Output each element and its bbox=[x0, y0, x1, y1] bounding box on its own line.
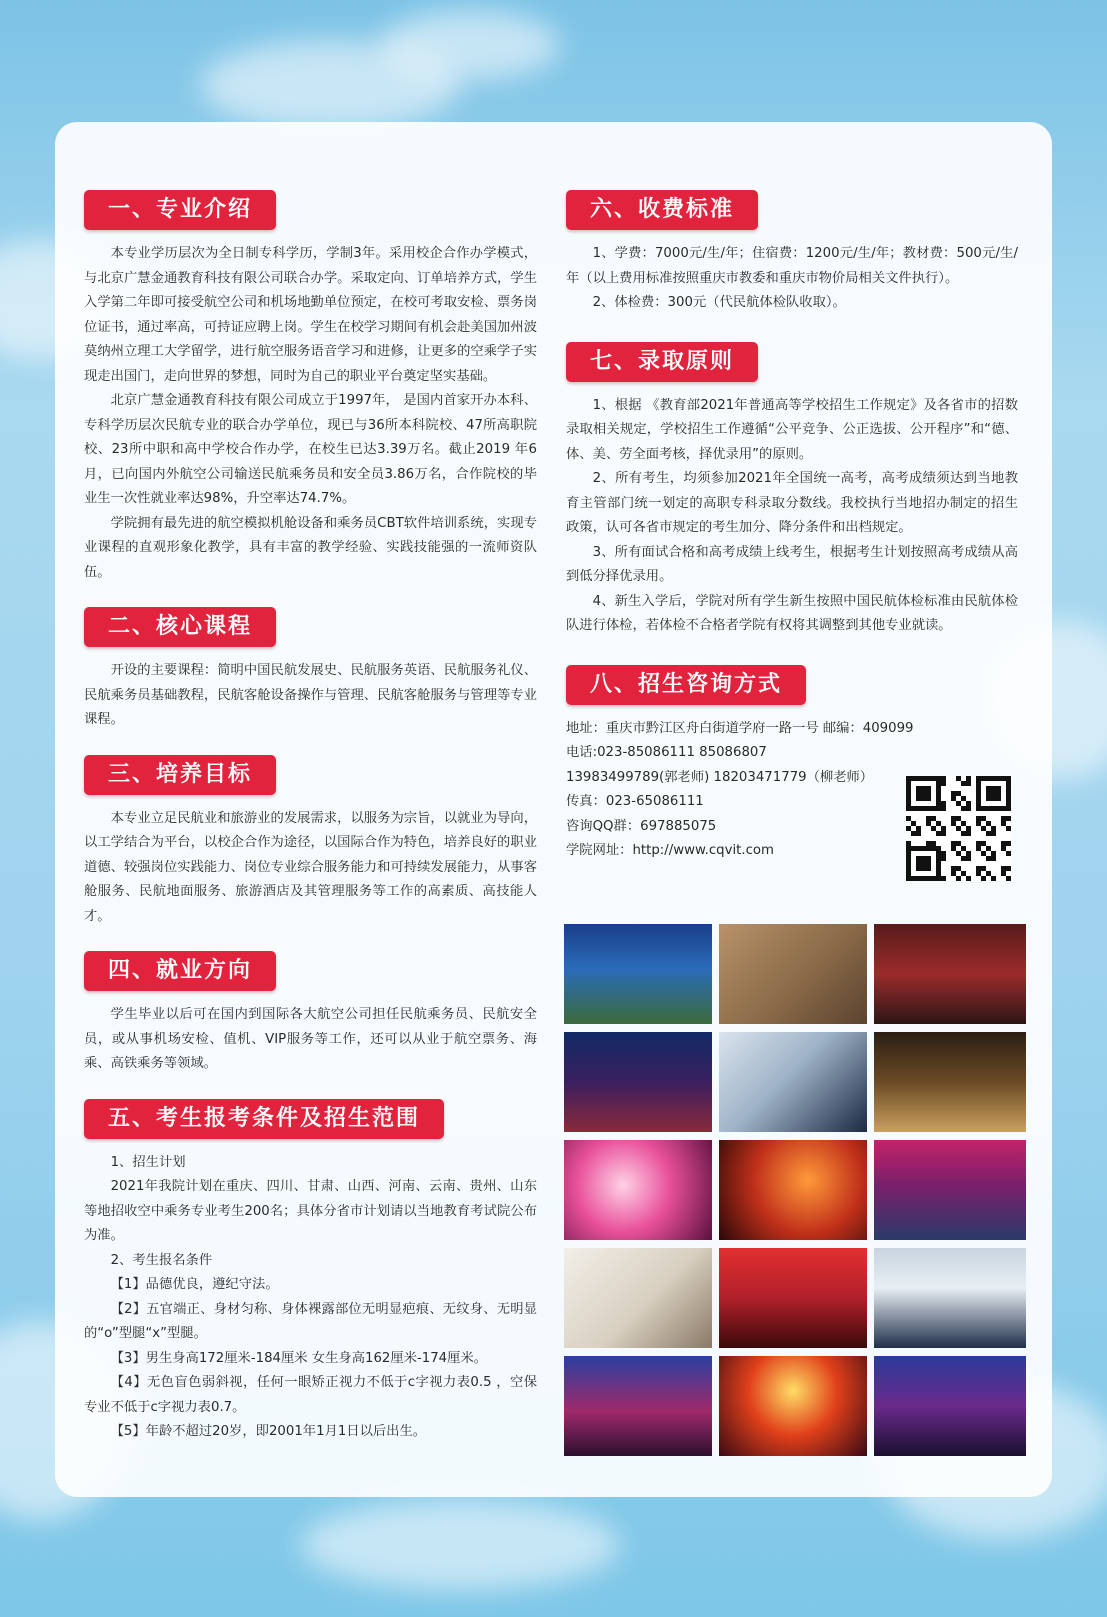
section-heading: 一、专业介绍 bbox=[84, 190, 276, 230]
photo-pink-stage bbox=[564, 1140, 712, 1240]
paragraph: 2、所有考生，均须参加2021年全国统一高考，高考成绩须达到当地教育主管部门统一划定的高职专科录取分数线。我校执行当地招办制定的招生政策，认可各省市规定的考生加分、降分条件和出档规定。 bbox=[566, 471, 1018, 535]
section-heading: 四、就业方向 bbox=[84, 951, 276, 991]
paragraph: 学生毕业以后可在国内到国际各大航空公司担任民航乘务员、民航安全员，或从事机场安检、值机、VIP服务等工作，还可以从业于航空票务、海乘、高铁乘务等领域。 bbox=[84, 1007, 537, 1071]
photo-gallery bbox=[564, 924, 1026, 1462]
photo-graduation-stage bbox=[564, 1032, 712, 1132]
photo-singer bbox=[719, 1140, 867, 1240]
paragraph: 本专业学历层次为全日制专科学历，学制3年。采用校企合作办学模式，与北京广慧金通教育科技有限公司联合办学。采取定向、订单培养方式，学生入学第二年即可接受航空公司和机场地勤单位预定，在校可考取安检、票务岗位证书，通过率高，可持证应聘上岗。学生在校学习期间有机会赴美国加州波莫纳州立理工大学留学，进行航空服务语音学习和进修，让更多的空乘学子实现走出国门，走向世界的梦想，同时为自己的职业平台奠定坚实基础。 bbox=[84, 246, 537, 384]
cloud-decoration bbox=[300, 1500, 620, 1590]
paragraph: 【1】品德优良，遵纪守法。 bbox=[110, 1277, 279, 1292]
section-admission-principles bbox=[566, 342, 1018, 639]
paragraph: 3、所有面试合格和高考成绩上线考生，根据考生计划按照高考成绩从高到低分择优录用。 bbox=[566, 544, 1018, 584]
photo-students-uniform bbox=[719, 1032, 867, 1132]
contact-address: 地址：重庆市黔江区舟白街道学府一路一号 邮编：409099 bbox=[566, 720, 914, 736]
section-fees bbox=[566, 190, 1018, 316]
paragraph: 本专业立足民航业和旅游业的发展需求，以服务为宗旨，以就业为导向，以工学结合为平台，以校企合作为途径，以国际合作为特色，培养良好的职业道德、较强岗位实践能力、岗位专业综合服务能力和可持续发展能力，从事客舱服务、民航地面服务、旅游酒店及其管理服务等工作的高素质、高技能人才。 bbox=[84, 810, 537, 924]
section-heading: 六、收费标准 bbox=[566, 190, 758, 230]
section-career bbox=[84, 951, 537, 1077]
paragraph: 【4】无色盲色弱斜视，任何一眼矫正视力不低于c字视力表0.5 ，空保专业不低于c字视力表0.7。 bbox=[84, 1375, 537, 1415]
section-heading: 三、培养目标 bbox=[84, 755, 276, 795]
photo-host-stage bbox=[564, 1356, 712, 1456]
paragraph: 【3】男生身高172厘米-184厘米 女生身高162厘米-174厘米。 bbox=[110, 1350, 488, 1366]
paragraph: 2、考生报名条件 bbox=[110, 1252, 213, 1268]
section-heading: 五、考生报考条件及招生范围 bbox=[84, 1099, 444, 1139]
section-heading: 二、核心课程 bbox=[84, 607, 276, 647]
photo-performers bbox=[874, 1356, 1026, 1456]
photo-award-plaque bbox=[719, 924, 867, 1024]
paragraph: 北京广慧金通教育科技有限公司成立于1997年， 是国内首家开办本科、专科学历层次民航专业的联合办学单位，现已与36所本科院校、47所高职院校、23所中职和高中学校合作办学，在校生已达3.39万名。截止2019 年6 月，已向国内外航空公司输送民航乘务员和安全员3.86万名，合作院校的毕业生一次性就业率达98%，升空率达74.7%。 bbox=[84, 393, 537, 506]
paragraph: 【2】五官端正、身材匀称、身体裸露部位无明显疤痕、无纹身、无明显的“o”型腿“x”型腿。 bbox=[84, 1301, 537, 1341]
paragraph: 1、学费：7000元/生/年；住宿费：1200元/生/年；教材费：500元/生/年（以上费用标准按照重庆市教委和重庆市物价局相关文件执行）。 bbox=[566, 246, 1018, 286]
paragraph: 1、根据 《教育部2021年普通高等学校招生工作规定》及各省市的招数录取相关规定，学校招生工作遵循“公平竞争、公正选拔、公开程序”和“德、体、美、劳全面考核，择优录用”的原则。 bbox=[566, 397, 1018, 462]
photo-conference bbox=[874, 1140, 1026, 1240]
section-major-intro bbox=[84, 190, 537, 585]
photo-flag-bearers bbox=[874, 1248, 1026, 1348]
contact-website-link[interactable]: 学院网址：http://www.cqvit.com bbox=[566, 843, 775, 858]
paragraph: 开设的主要课程：简明中国民航发展史、民航服务英语、民航服务礼仪、民航乘务员基础教程，民航客舱设备操作与管理、民航客舱服务与管理等专业课程。 bbox=[84, 663, 537, 727]
paragraph: 1、招生计划 bbox=[110, 1154, 186, 1170]
paragraph: 2、体检费：300元（代民航体检队收取）。 bbox=[592, 295, 846, 310]
photo-fashion-show bbox=[874, 1032, 1026, 1132]
contact-fax: 传真：023-65086111 bbox=[566, 794, 704, 809]
photo-group-portrait bbox=[564, 1248, 712, 1348]
photo-group-on-stage bbox=[874, 924, 1026, 1024]
photo-red-stage bbox=[719, 1248, 867, 1348]
photo-dance bbox=[719, 1356, 867, 1456]
section-heading: 八、招生咨询方式 bbox=[566, 665, 806, 705]
paragraph: 【5】年龄不超过20岁，即2001年1月1日以后出生。 bbox=[110, 1424, 427, 1439]
section-training-goals bbox=[84, 755, 537, 930]
qr-code-icon[interactable] bbox=[906, 776, 1011, 881]
section-admission-requirements bbox=[84, 1099, 537, 1445]
section-heading: 七、录取原则 bbox=[566, 342, 758, 382]
contact-phone: 电话:023-85086111 85086807 bbox=[566, 745, 767, 760]
contact-mobile: 13983499789(郭老师) 18203471779（柳老师） bbox=[566, 769, 874, 785]
contact-qq-group: 咨询QQ群：697885075 bbox=[566, 818, 717, 834]
paragraph: 4、新生入学后，学院对所有学生新生按照中国民航体检标准由民航体检队进行体检，若体检不合格者学院有权将其调整到其他专业就读。 bbox=[566, 593, 1018, 633]
photo-competition-stage bbox=[564, 924, 712, 1024]
paragraph: 2021年我院计划在重庆、四川、甘肃、山西、河南、云南、贵州、山东等地招收空中乘务专业考生200名；具体分省市计划请以当地教育考试院公布为准。 bbox=[84, 1179, 537, 1243]
section-core-courses bbox=[84, 607, 537, 733]
paragraph: 学院拥有最先进的航空模拟机舱设备和乘务员CBT软件培训系统，实现专业课程的直观形象化教学，具有丰富的教学经验、实践技能强的一流师资队伍。 bbox=[84, 515, 537, 580]
cloud-decoration bbox=[380, 10, 560, 80]
left-column bbox=[84, 190, 537, 1467]
